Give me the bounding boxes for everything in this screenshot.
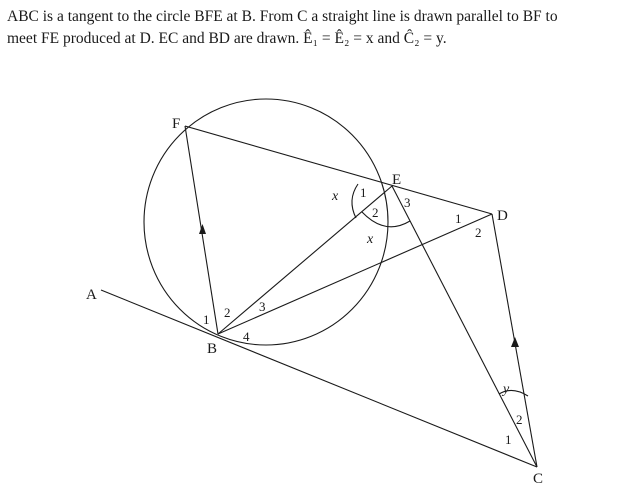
angle-e1: 1 [360, 185, 367, 200]
arc-e2 [362, 212, 410, 227]
point-label-e: E [392, 172, 402, 188]
tangent-line-abc [101, 290, 537, 467]
parallel-arrow-fb [199, 224, 206, 234]
angle-e2: 2 [372, 205, 379, 220]
angle-c2: 2 [516, 412, 523, 427]
point-label-f: F [172, 116, 181, 132]
point-label-c: C [533, 471, 544, 487]
angle-c1: 1 [505, 432, 512, 447]
angle-d2: 2 [475, 225, 482, 240]
angle-d1: 1 [455, 211, 462, 226]
angle-y-c: y [503, 382, 510, 397]
problem-line-2: meet FE produced at D. EC and BD are drawn. Ê₁ = Ê₂ = x and Ĉ₂ = y. [7, 30, 447, 47]
point-label-d: D [497, 208, 508, 224]
angle-b1: 1 [203, 312, 210, 327]
point-label-a: A [86, 287, 97, 303]
angle-b2: 2 [224, 305, 231, 320]
angle-e3: 3 [404, 195, 411, 210]
point-label-b: B [207, 341, 218, 357]
circle-bfe [144, 99, 388, 345]
parallel-arrow-dc [511, 337, 519, 347]
line-be [218, 186, 392, 334]
arc-e1 [352, 184, 358, 218]
problem-line-1: ABC is a tangent to the circle BFE at B. From C a straight line is drawn parallel to BF to [7, 8, 558, 25]
line-fed [185, 126, 492, 214]
angle-b3: 3 [259, 299, 266, 314]
angle-x-e1: x [332, 189, 339, 204]
angle-b4: 4 [243, 329, 250, 344]
line-bd [218, 214, 492, 334]
angle-x-e2: x [367, 232, 374, 247]
